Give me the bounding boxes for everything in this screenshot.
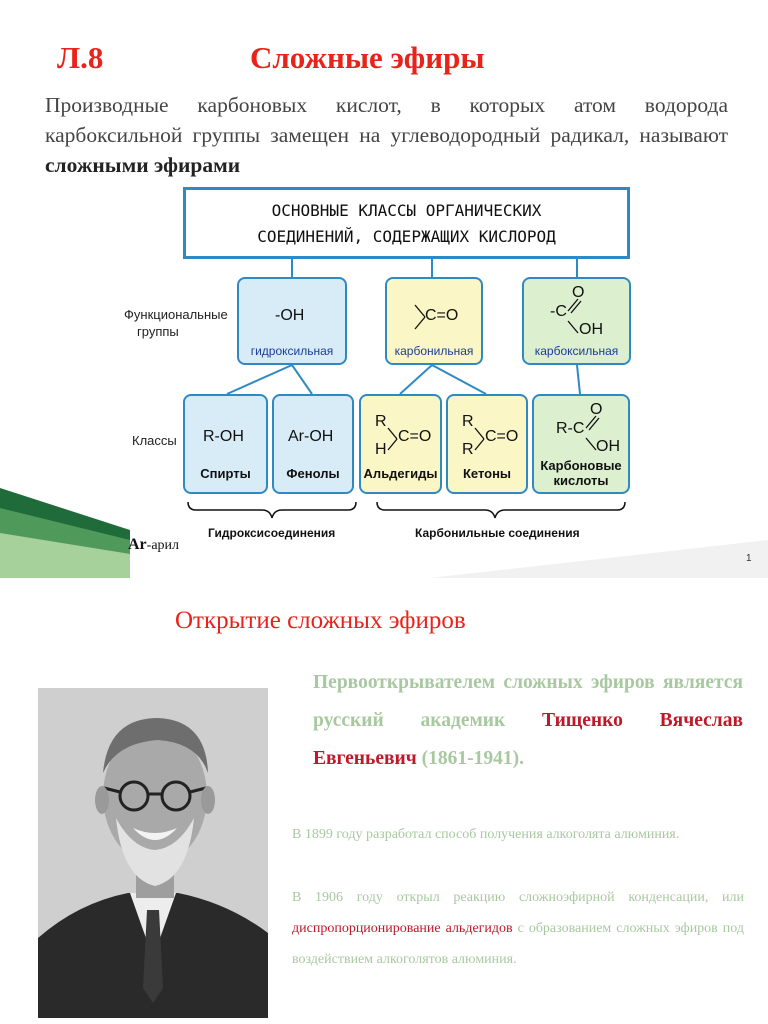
portrait-photo xyxy=(38,688,268,1018)
chart-header-line-1: ОСНОВНЫЕ КЛАССЫ ОРГАНИЧЕСКИХ xyxy=(271,201,542,220)
alcohols-name: Спирты xyxy=(200,466,251,481)
brace-label-carbonyl: Карбонильные соединения xyxy=(415,526,580,540)
class-alcohols xyxy=(183,394,268,494)
phenols-name: Фенолы xyxy=(286,466,340,481)
intro-text: Производные карбоновых кислот, в которых атом водорода карбоксильной группы замещен на углеводородный радикал, называют xyxy=(45,93,728,147)
hydroxyl-formula: -OH xyxy=(275,307,305,324)
slide-number: 1 xyxy=(746,553,752,564)
class-carboxylic-acids xyxy=(532,394,630,494)
carbonyl-formula: C=O xyxy=(425,307,459,324)
alcohols-formula: R-OH xyxy=(203,428,244,445)
acids-oh: OH xyxy=(596,438,620,455)
label-functional-groups: Функциональные группы xyxy=(124,307,228,339)
group-carbonyl xyxy=(385,277,483,365)
acids-name: Карбоновые кислоты xyxy=(540,458,622,488)
group-hydroxyl xyxy=(237,277,347,365)
lecture-number: Л.8 xyxy=(57,40,104,75)
carboxyl-c: -C xyxy=(550,303,567,320)
class-phenols xyxy=(272,394,354,494)
slide-2-title: Открытие сложных эфиров xyxy=(175,607,466,634)
class-ketones xyxy=(446,394,528,494)
brace-label-hydroxy: Гидроксисоединения xyxy=(208,526,336,540)
carboxyl-o: O xyxy=(572,284,585,301)
ketones-name: Кетоны xyxy=(462,466,512,481)
ketones-co: C=O xyxy=(485,428,519,445)
fact-1906: В 1906 году открыл реакцию сложноэфирной конденсации, или диспропорционирование альдегидов с образованием сложных эфиров под воздействием алкоголятов алюминия. xyxy=(292,890,744,967)
class-aldehydes xyxy=(359,394,442,494)
aldehydes-h: H xyxy=(375,441,387,458)
intro-bold-term: сложными эфирами xyxy=(45,153,241,177)
portrait-illustration xyxy=(38,688,268,1018)
aldehydes-name: Альдегиды xyxy=(363,466,438,481)
slide-2 xyxy=(0,578,768,1024)
chart-header-line-2: СОЕДИНЕНИЙ, СОДЕРЖАЩИХ КИСЛОРОД xyxy=(257,227,556,246)
ketones-r1: R xyxy=(462,413,474,430)
ketones-r2: R xyxy=(462,441,474,458)
label-classes: Классы xyxy=(132,433,177,448)
discoverer-name: Тищенко Вячеслав Евгеньевич xyxy=(313,710,743,769)
acids-o: O xyxy=(590,401,603,418)
acids-bond-lines xyxy=(582,412,602,456)
carbonyl-name: карбонильная xyxy=(394,344,474,358)
phenols-formula: Ar-OH xyxy=(288,428,334,445)
reaction-name: диспропорционирование альдегидов xyxy=(292,921,513,936)
aryl-note: Ar-арил xyxy=(128,536,180,553)
fact-1899: В 1899 году разработал способ получения алкоголята алюминия. xyxy=(292,827,680,842)
aldehydes-co: C=O xyxy=(398,428,432,445)
carboxyl-oh: OH xyxy=(579,321,603,338)
group-carboxyl xyxy=(522,277,631,365)
acids-rc: R-C xyxy=(556,420,585,437)
discoverer-paragraph: Первооткрывателем сложных эфиров является русский академик Тищенко Вячеслав Евгеньевич (1861-1941). xyxy=(313,672,743,769)
hydroxyl-name: гидроксильная xyxy=(250,344,334,358)
slide-title: Сложные эфиры xyxy=(250,40,485,75)
carboxyl-bond-lines xyxy=(564,295,584,339)
chart-header xyxy=(183,187,630,259)
carboxyl-name: карбоксильная xyxy=(534,344,619,358)
aldehydes-r: R xyxy=(375,413,387,430)
